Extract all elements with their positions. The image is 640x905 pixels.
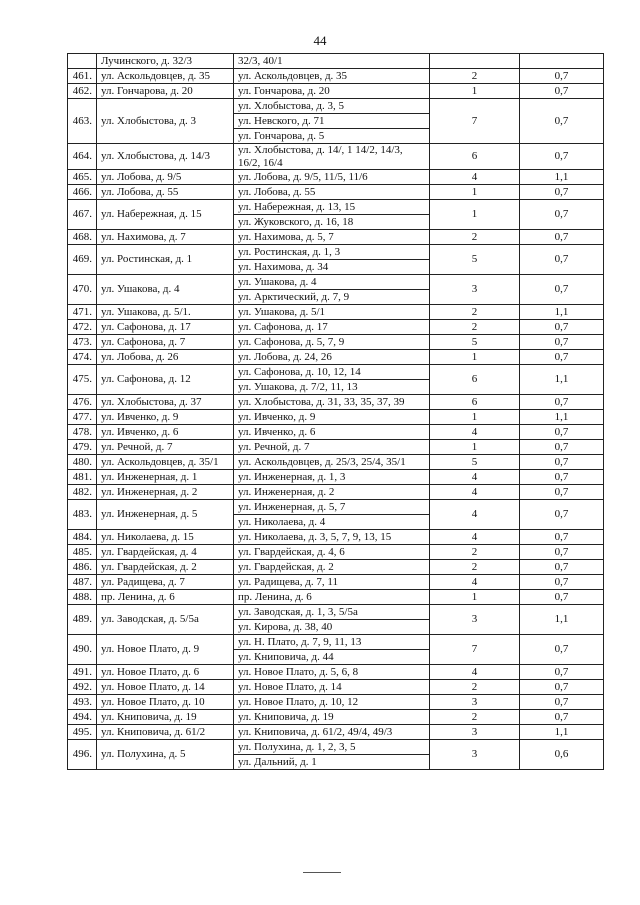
served-address: ул. Арктический, д. 7, 9: [234, 290, 430, 305]
table-row: [68, 410, 604, 425]
norm-cell: [520, 54, 604, 69]
table-row: [68, 680, 604, 695]
row-number: 490.: [68, 635, 97, 665]
object-address: ул. Гвардейская, д. 4: [97, 545, 234, 560]
norm-cell: 0,7: [520, 144, 604, 170]
count-cell: 6: [430, 144, 520, 170]
object-address: Лучинского, д. 32/3: [97, 54, 234, 69]
norm-cell: 1,1: [520, 365, 604, 395]
row-number: 485.: [68, 545, 97, 560]
norm-cell: 0,7: [520, 560, 604, 575]
served-address: ул. Сафонова, д. 5, 7, 9: [234, 335, 430, 350]
served-address: ул. Гвардейская, д. 2: [234, 560, 430, 575]
count-cell: 4: [430, 530, 520, 545]
norm-cell: 0,7: [520, 200, 604, 230]
object-address: ул. Сафонова, д. 7: [97, 335, 234, 350]
row-number: 467.: [68, 200, 97, 230]
served-address: ул. Нахимова, д. 34: [234, 260, 430, 275]
page-number: 44: [313, 33, 327, 48]
served-address: ул. Дальний, д. 1: [234, 755, 430, 770]
count-cell: 1: [430, 410, 520, 425]
object-address: ул. Новое Плато, д. 14: [97, 680, 234, 695]
count-cell: 2: [430, 680, 520, 695]
table-row: [68, 485, 604, 500]
table-row: [68, 320, 604, 335]
count-cell: 2: [430, 710, 520, 725]
count-cell: 3: [430, 605, 520, 635]
norm-cell: 1,1: [520, 170, 604, 185]
count-cell: 1: [430, 84, 520, 99]
table-row: [68, 470, 604, 485]
served-address: ул. Нахимова, д. 5, 7: [234, 230, 430, 245]
object-address: ул. Заводская, д. 5/5а: [97, 605, 234, 635]
table-row: [68, 725, 604, 740]
object-address: ул. Ивченко, д. 6: [97, 425, 234, 440]
table-row: [68, 170, 604, 185]
served-address: ул. Н. Плато, д. 7, 9, 11, 13: [234, 635, 430, 650]
count-cell: 1: [430, 350, 520, 365]
table-row: [68, 144, 604, 170]
served-address: ул. Ивченко, д. 6: [234, 425, 430, 440]
object-address: ул. Гончарова, д. 20: [97, 84, 234, 99]
object-address: ул. Лобова, д. 26: [97, 350, 234, 365]
count-cell: 1: [430, 185, 520, 200]
table-row: [68, 500, 604, 515]
table-row: [68, 695, 604, 710]
count-cell: 7: [430, 99, 520, 144]
served-address: ул. Новое Плато, д. 14: [234, 680, 430, 695]
served-address: ул. Николаева, д. 4: [234, 515, 430, 530]
object-address: ул. Нахимова, д. 7: [97, 230, 234, 245]
object-address: ул. Набережная, д. 15: [97, 200, 234, 230]
row-number: [68, 54, 97, 69]
norm-cell: 0,7: [520, 665, 604, 680]
table-row: [68, 530, 604, 545]
row-number: 494.: [68, 710, 97, 725]
served-address: ул. Ростинская, д. 1, 3: [234, 245, 430, 260]
row-number: 466.: [68, 185, 97, 200]
object-address: ул. Хлобыстова, д. 14/3: [97, 144, 234, 170]
object-address: ул. Полухина, д. 5: [97, 740, 234, 770]
object-address: ул. Инженерная, д. 1: [97, 470, 234, 485]
object-address: ул. Сафонова, д. 17: [97, 320, 234, 335]
table-row: [68, 350, 604, 365]
row-number: 476.: [68, 395, 97, 410]
footer-line: [303, 872, 341, 873]
object-address: ул. Аскольдовцев, д. 35/1: [97, 455, 234, 470]
table-row: [68, 455, 604, 470]
object-address: пр. Ленина, д. 6: [97, 590, 234, 605]
norm-cell: 0,7: [520, 590, 604, 605]
served-address: 32/3, 40/1: [234, 54, 430, 69]
count-cell: 1: [430, 200, 520, 230]
object-address: ул. Гвардейская, д. 2: [97, 560, 234, 575]
row-number: 491.: [68, 665, 97, 680]
norm-cell: 0,7: [520, 710, 604, 725]
norm-cell: 1,1: [520, 725, 604, 740]
count-cell: 2: [430, 545, 520, 560]
served-address: ул. Ушакова, д. 7/2, 11, 13: [234, 380, 430, 395]
object-address: ул. Аскольдовцев, д. 35: [97, 69, 234, 84]
row-number: 463.: [68, 99, 97, 144]
norm-cell: 1,1: [520, 605, 604, 635]
count-cell: 3: [430, 275, 520, 305]
table-body: [68, 54, 604, 770]
row-number: 471.: [68, 305, 97, 320]
row-number: 492.: [68, 680, 97, 695]
table-row: [68, 545, 604, 560]
table-row: [68, 575, 604, 590]
table-row: [68, 230, 604, 245]
count-cell: 4: [430, 575, 520, 590]
served-address: ул. Заводская, д. 1, 3, 5/5а: [234, 605, 430, 620]
row-number: 482.: [68, 485, 97, 500]
row-number: 486.: [68, 560, 97, 575]
row-number: 462.: [68, 84, 97, 99]
table-row: [68, 740, 604, 755]
served-address: ул. Сафонова, д. 10, 12, 14: [234, 365, 430, 380]
served-address: ул. Книповича, д. 19: [234, 710, 430, 725]
row-number: 481.: [68, 470, 97, 485]
object-address: ул. Новое Плато, д. 10: [97, 695, 234, 710]
served-address: ул. Книповича, д. 44: [234, 650, 430, 665]
row-number: 487.: [68, 575, 97, 590]
row-number: 473.: [68, 335, 97, 350]
row-number: 469.: [68, 245, 97, 275]
row-number: 468.: [68, 230, 97, 245]
norm-cell: 0,7: [520, 320, 604, 335]
served-address: ул. Хлобыстова, д. 31, 33, 35, 37, 39: [234, 395, 430, 410]
served-address: ул. Ивченко, д. 9: [234, 410, 430, 425]
served-address: ул. Аскольдовцев, д. 25/3, 25/4, 35/1: [234, 455, 430, 470]
count-cell: 4: [430, 170, 520, 185]
row-number: 477.: [68, 410, 97, 425]
object-address: ул. Ушакова, д. 5/1.: [97, 305, 234, 320]
row-number: 479.: [68, 440, 97, 455]
count-cell: 2: [430, 320, 520, 335]
object-address: ул. Книповича, д. 61/2: [97, 725, 234, 740]
count-cell: 5: [430, 245, 520, 275]
count-cell: 6: [430, 395, 520, 410]
served-address: ул. Полухина, д. 1, 2, 3, 5: [234, 740, 430, 755]
norm-cell: 0,7: [520, 335, 604, 350]
row-number: 496.: [68, 740, 97, 770]
norm-cell: 0,7: [520, 530, 604, 545]
served-address: ул. Кирова, д. 38, 40: [234, 620, 430, 635]
norm-cell: 0,7: [520, 84, 604, 99]
table-row: [68, 665, 604, 680]
table-row: [68, 590, 604, 605]
served-address: ул. Сафонова, д. 17: [234, 320, 430, 335]
count-cell: 5: [430, 335, 520, 350]
object-address: ул. Новое Плато, д. 9: [97, 635, 234, 665]
row-number: 488.: [68, 590, 97, 605]
served-address: ул. Хлобыстова, д. 3, 5: [234, 99, 430, 114]
row-number: 472.: [68, 320, 97, 335]
norm-cell: 0,7: [520, 575, 604, 590]
table-row: [68, 425, 604, 440]
norm-cell: 0,7: [520, 69, 604, 84]
served-address: ул. Ушакова, д. 5/1: [234, 305, 430, 320]
table-row: [68, 305, 604, 320]
served-address: ул. Книповича, д. 61/2, 49/4, 49/3: [234, 725, 430, 740]
served-address: ул. Лобова, д. 9/5, 11/5, 11/6: [234, 170, 430, 185]
served-address: ул. Гончарова, д. 20: [234, 84, 430, 99]
object-address: ул. Новое Плато, д. 6: [97, 665, 234, 680]
object-address: ул. Ростинская, д. 1: [97, 245, 234, 275]
row-number: 480.: [68, 455, 97, 470]
norm-cell: 0,7: [520, 350, 604, 365]
norm-cell: 0,7: [520, 680, 604, 695]
count-cell: 4: [430, 425, 520, 440]
norm-cell: 0,7: [520, 500, 604, 530]
norm-cell: 0,7: [520, 425, 604, 440]
count-cell: 2: [430, 305, 520, 320]
table-row: [68, 200, 604, 215]
table-row: [68, 395, 604, 410]
table-row: [68, 605, 604, 620]
object-address: ул. Хлобыстова, д. 3: [97, 99, 234, 144]
table-row: [68, 710, 604, 725]
table-row: [68, 84, 604, 99]
served-address: ул. Новое Плато, д. 10, 12: [234, 695, 430, 710]
table-row: [68, 275, 604, 290]
norm-cell: 0,7: [520, 275, 604, 305]
count-cell: 4: [430, 500, 520, 530]
row-number: 484.: [68, 530, 97, 545]
table-row: [68, 185, 604, 200]
object-address: ул. Радищева, д. 7: [97, 575, 234, 590]
count-cell: 3: [430, 740, 520, 770]
count-cell: 2: [430, 560, 520, 575]
row-number: 464.: [68, 144, 97, 170]
served-address: ул. Аскольдовцев, д. 35: [234, 69, 430, 84]
row-number: 474.: [68, 350, 97, 365]
served-address: ул. Новое Плато, д. 5, 6, 8: [234, 665, 430, 680]
norm-cell: 0,7: [520, 395, 604, 410]
norm-cell: 0,7: [520, 545, 604, 560]
row-number: 489.: [68, 605, 97, 635]
row-number: 483.: [68, 500, 97, 530]
object-address: ул. Инженерная, д. 2: [97, 485, 234, 500]
served-address: ул. Невского, д. 71: [234, 114, 430, 129]
table-row: [68, 69, 604, 84]
table-row: [68, 365, 604, 380]
norm-cell: 0,7: [520, 455, 604, 470]
count-cell: [430, 54, 520, 69]
count-cell: 4: [430, 470, 520, 485]
count-cell: 1: [430, 590, 520, 605]
table-row: [68, 560, 604, 575]
object-address: ул. Речной, д. 7: [97, 440, 234, 455]
row-number: 493.: [68, 695, 97, 710]
served-address: ул. Николаева, д. 3, 5, 7, 9, 13, 15: [234, 530, 430, 545]
object-address: ул. Сафонова, д. 12: [97, 365, 234, 395]
norm-cell: 0,7: [520, 185, 604, 200]
count-cell: 2: [430, 69, 520, 84]
address-table: [67, 53, 604, 770]
count-cell: 7: [430, 635, 520, 665]
served-address: пр. Ленина, д. 6: [234, 590, 430, 605]
served-address: ул. Лобова, д. 24, 26: [234, 350, 430, 365]
object-address: ул. Ушакова, д. 4: [97, 275, 234, 305]
object-address: ул. Лобова, д. 55: [97, 185, 234, 200]
norm-cell: 0,7: [520, 230, 604, 245]
object-address: ул. Лобова, д. 9/5: [97, 170, 234, 185]
count-cell: 2: [430, 230, 520, 245]
table-row: [68, 335, 604, 350]
served-address: ул. Инженерная, д. 2: [234, 485, 430, 500]
object-address: ул. Ивченко, д. 9: [97, 410, 234, 425]
row-number: 470.: [68, 275, 97, 305]
count-cell: 1: [430, 440, 520, 455]
norm-cell: 0,7: [520, 635, 604, 665]
norm-cell: 1,1: [520, 305, 604, 320]
object-address: ул. Инженерная, д. 5: [97, 500, 234, 530]
row-number: 475.: [68, 365, 97, 395]
served-address: ул. Радищева, д. 7, 11: [234, 575, 430, 590]
served-address: ул. Хлобыстова, д. 14/, 1 14/2, 14/3, 16/2, 16/4: [234, 144, 430, 170]
row-number: 495.: [68, 725, 97, 740]
count-cell: 3: [430, 725, 520, 740]
object-address: ул. Николаева, д. 15: [97, 530, 234, 545]
count-cell: 6: [430, 365, 520, 395]
table-row: [68, 54, 604, 69]
norm-cell: 0,7: [520, 485, 604, 500]
count-cell: 5: [430, 455, 520, 470]
table-row: [68, 245, 604, 260]
served-address: ул. Речной, д. 7: [234, 440, 430, 455]
norm-cell: 0,7: [520, 470, 604, 485]
served-address: ул. Гончарова, д. 5: [234, 129, 430, 144]
norm-cell: 0,7: [520, 99, 604, 144]
object-address: ул. Хлобыстова, д. 37: [97, 395, 234, 410]
row-number: 461.: [68, 69, 97, 84]
norm-cell: 1,1: [520, 410, 604, 425]
table-row: [68, 99, 604, 114]
served-address: ул. Набережная, д. 13, 15: [234, 200, 430, 215]
norm-cell: 0,7: [520, 440, 604, 455]
row-number: 465.: [68, 170, 97, 185]
count-cell: 4: [430, 485, 520, 500]
served-address: ул. Ушакова, д. 4: [234, 275, 430, 290]
count-cell: 4: [430, 665, 520, 680]
object-address: ул. Книповича, д. 19: [97, 710, 234, 725]
served-address: ул. Жуковского, д. 16, 18: [234, 215, 430, 230]
served-address: ул. Лобова, д. 55: [234, 185, 430, 200]
table-row: [68, 635, 604, 650]
norm-cell: 0,6: [520, 740, 604, 770]
served-address: ул. Инженерная, д. 1, 3: [234, 470, 430, 485]
norm-cell: 0,7: [520, 695, 604, 710]
norm-cell: 0,7: [520, 245, 604, 275]
table-row: [68, 440, 604, 455]
row-number: 478.: [68, 425, 97, 440]
served-address: ул. Гвардейская, д. 4, 6: [234, 545, 430, 560]
served-address: ул. Инженерная, д. 5, 7: [234, 500, 430, 515]
count-cell: 3: [430, 695, 520, 710]
